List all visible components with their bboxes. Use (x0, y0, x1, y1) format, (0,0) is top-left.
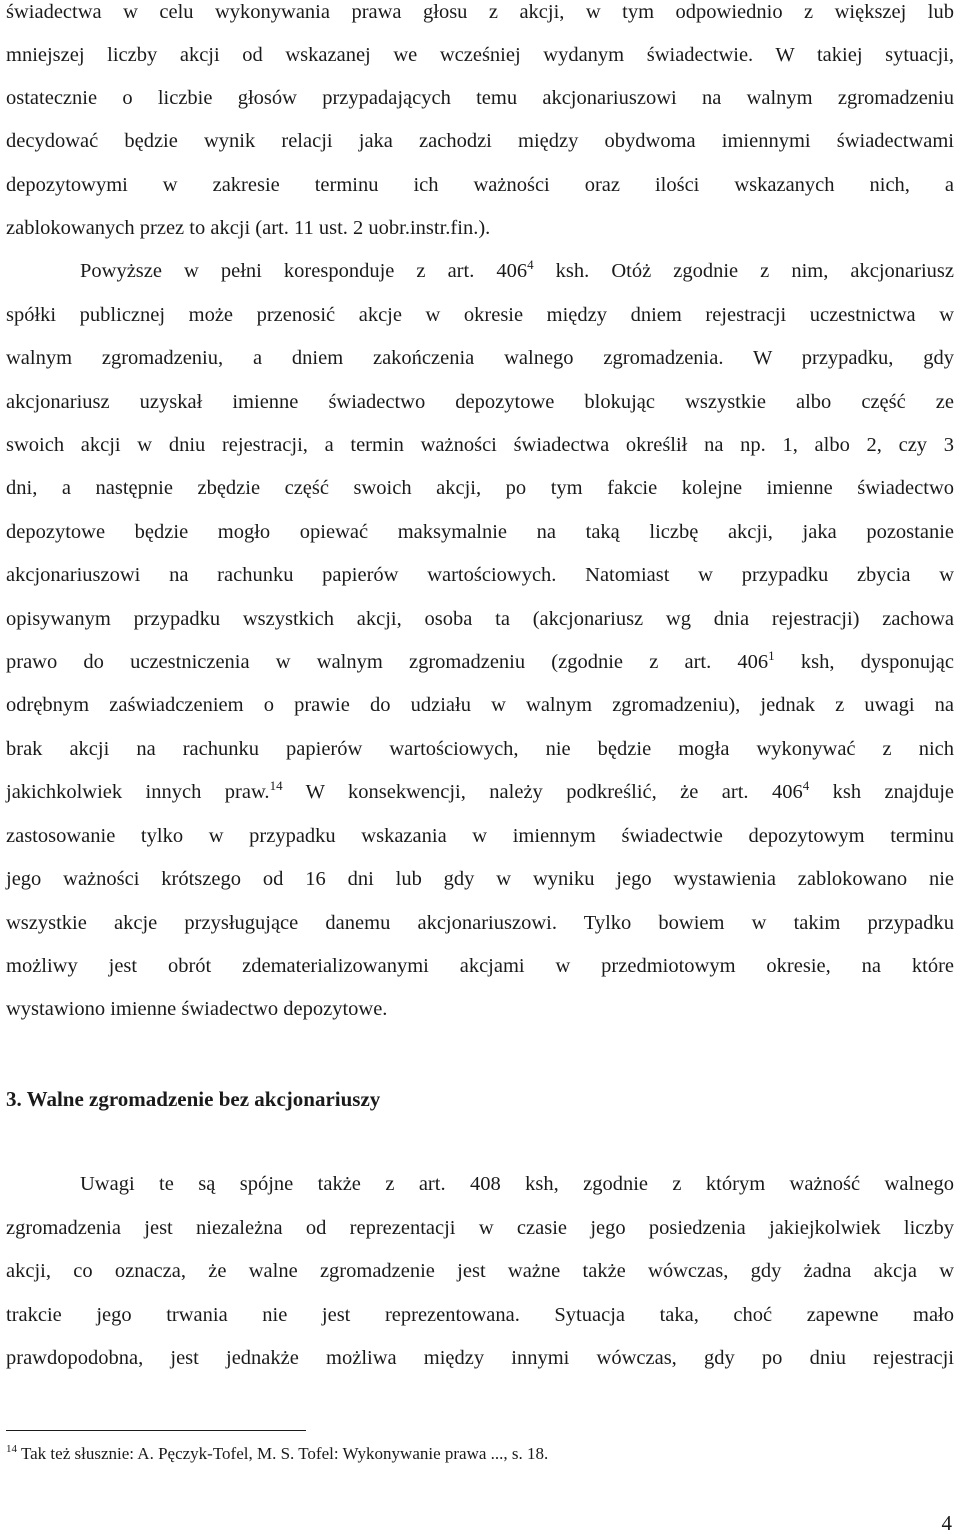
superscript: 1 (768, 648, 775, 663)
body-line-8: spółki publicznej może przenosić akcje w okresie między dniem rejestracji uczestnictwa w (6, 304, 954, 326)
body-line-24: wystawiono imienne świadectwo depozytowe. (6, 998, 388, 1020)
body-line-16-tail: ksh, dysponując (774, 651, 954, 673)
body-line-7 (80, 256, 954, 286)
body-line-9: walnym zgromadzeniu, a dniem zakończenia walnego zgromadzenia. W przypadku, gdy (6, 347, 954, 369)
document-page (6, 0, 954, 1537)
body-line-14: akcjonariuszowi na rachunku papierów wartościowych. Natomiast w przypadku zbycia w (6, 564, 954, 586)
footnote-text: Tak też słusznie: A. Pęczyk-Tofel, M. S. Tofel: Wykonywanie prawa ..., s. 18. (17, 1444, 549, 1463)
body-line-19-mid: W konsekwencji, należy podkreślić, że art. 406 (282, 781, 803, 803)
footnote-separator (6, 1430, 306, 1431)
body-line-7-tail: ksh. Otóż zgodnie z nim, akcjonariusz (533, 260, 954, 282)
body-line-16-text: prawo do uczestniczenia w walnym zgromadzeniu (zgodnie z art. 406 (6, 651, 769, 673)
body-line-19 (6, 777, 954, 807)
section-heading: 3. Walne zgromadzenie bez akcjonariuszy (6, 1087, 381, 1111)
section-line-4: trakcie jego trwania nie jest reprezentowana. Sytuacja taka, choć zapewne mało (6, 1304, 954, 1326)
body-line-13: depozytowe będzie mogło opiewać maksymalnie na taką liczbę akcji, jaka pozostanie (6, 521, 954, 543)
superscript: 4 (802, 778, 810, 793)
superscript: 4 (527, 257, 534, 272)
body-line-4: decydować będzie wynik relacji jaka zachodzi między obydwoma imiennymi świadectwami (6, 130, 954, 152)
body-line-15: opisywanym przypadku wszystkich akcji, osoba ta (akcjonariusz wg dnia rejestracji) zachowa (6, 608, 954, 630)
body-line-20: zastosowanie tylko w przypadku wskazania w imiennym świadectwie depozytowym terminu (6, 825, 954, 847)
section-line-3: akcji, co oznacza, że walne zgromadzenie jest ważne także wówczas, gdy żadna akcja w (6, 1260, 954, 1282)
body-line-18: brak akcji na rachunku papierów wartościowych, nie będzie mogła wykonywać z nich (6, 738, 954, 760)
body-line-5: depozytowymi w zakresie terminu ich ważności oraz ilości wskazanych nich, a (6, 174, 954, 196)
body-line-3: ostatecznie o liczbie głosów przypadających temu akcjonariuszowi na walnym zgromadzeniu (6, 87, 954, 109)
body-line-17: odrębnym zaświadczeniem o prawie do udziału w walnym zgromadzeniu), jednak z uwagi na (6, 694, 954, 716)
body-line-16 (6, 647, 954, 677)
footnote-ref[interactable]: 14 (269, 778, 283, 793)
footnote (6, 1441, 548, 1467)
body-line-10: akcjonariusz uzyskał imienne świadectwo depozytowe blokując wszystkie albo część ze (6, 391, 954, 413)
body-line-19-tail: ksh znajduje (809, 781, 954, 803)
body-line-21: jego ważności krótszego od 16 dni lub gdy w wyniku jego wystawienia zablokowano nie (6, 868, 954, 890)
body-line-22: wszystkie akcje przysługujące danemu akcjonariuszowi. Tylko bowiem w takim przypadku (6, 912, 954, 934)
body-line-1: świadectwa w celu wykonywania prawa głosu z akcji, w tym odpowiednio z większej lub (6, 1, 954, 23)
footnote-number: 14 (6, 1443, 17, 1455)
body-line-7-text: Powyższe w pełni koresponduje z art. 406 (80, 260, 528, 282)
body-line-19-text: jakichkolwiek innych praw. (6, 781, 270, 803)
page-number: 4 (941, 1511, 952, 1535)
body-line-6: zablokowanych przez to akcji (art. 11 ust. 2 uobr.instr.fin.). (6, 217, 491, 239)
section-line-1: Uwagi te są spójne także z art. 408 ksh, zgodnie z którym ważność walnego (80, 1173, 954, 1195)
body-line-23: możliwy jest obrót zdematerializowanymi akcjami w przedmiotowym okresie, na które (6, 955, 954, 977)
section-line-2: zgromadzenia jest niezależna od reprezentacji w czasie jego posiedzenia jakiejkolwiek liczby (6, 1217, 954, 1239)
body-line-12: dni, a następnie zbędzie część swoich akcji, po tym fakcie kolejne imienne świadectwo (6, 477, 954, 499)
body-line-11: swoich akcji w dniu rejestracji, a termin ważności świadectwa określił na np. 1, albo 2, czy 3 (6, 434, 954, 456)
section-line-5: prawdopodobna, jest jednakże możliwa między innymi wówczas, gdy po dniu rejestracji (6, 1347, 954, 1369)
body-line-2: mniejszej liczby akcji od wskazanej we wcześniej wydanym świadectwie. W takiej sytuacji, (6, 44, 954, 66)
